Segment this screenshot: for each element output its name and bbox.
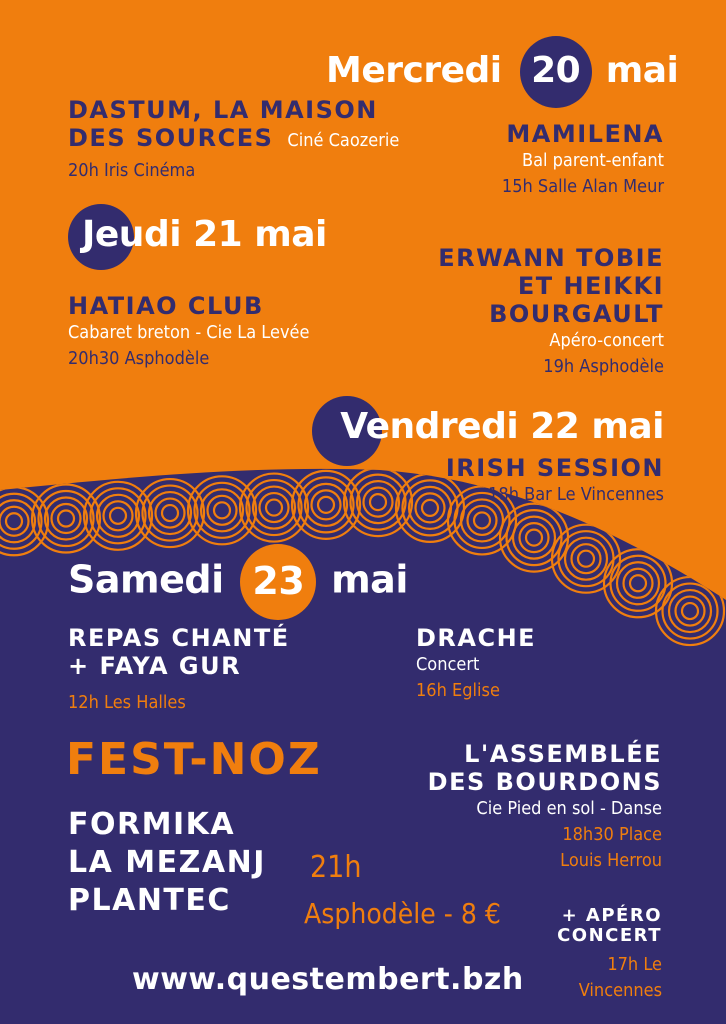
- event-time-place: 20h30 Asphodèle: [68, 348, 210, 369]
- event-hatiao: [68, 292, 310, 372]
- band-name: LA MEZANJ: [68, 845, 266, 880]
- fest-noz-place-price: Asphodèle - 8 €: [304, 897, 501, 930]
- day-number-circle: 23: [240, 544, 316, 620]
- day-name: Mercredi: [326, 50, 502, 91]
- event-title: DRACHE: [416, 624, 537, 652]
- fest-noz-time: 21h: [310, 850, 362, 885]
- event-time-place: 18h Bar Le Vincennes: [488, 484, 664, 505]
- event-time-place: 20h Iris Cinéma: [68, 160, 196, 181]
- day-number-circle: 20: [520, 36, 592, 108]
- event-irish-session: [446, 454, 664, 508]
- event-desc: Bal parent-enfant: [521, 150, 664, 171]
- event-time-place: 19h Asphodèle: [543, 356, 664, 377]
- event-drache: [416, 624, 536, 704]
- event-erwann-tobie: ERWANN TOBIE ET HEIKKI BOURGAULT Apéro-concert 19h Asphodèle: [438, 244, 664, 380]
- event-time-place: 16h Eglise: [416, 680, 500, 701]
- day-heading-friday: Vendredi 22 mai: [340, 406, 664, 447]
- event-mamilena: [502, 120, 664, 200]
- event-title: MAMILENA: [506, 120, 664, 148]
- day-month: mai: [331, 557, 408, 602]
- fest-noz-title: FEST-NOZ: [66, 734, 322, 785]
- event-title: IRISH SESSION: [445, 454, 664, 482]
- day-heading-saturday: [68, 544, 408, 620]
- event-repas-chante: REPAS CHANTÉ + FAYA GUR 12h Les Halles: [68, 624, 290, 716]
- event-assemblee-bourdons: L'ASSEMBLÉE DES BOURDONS Cie Pied en sol - Danse 18h30 Place Louis Herrou: [427, 740, 662, 871]
- event-desc: Concert: [416, 654, 480, 675]
- band-name: PLANTEC: [68, 883, 231, 918]
- event-time-place: 12h Les Halles: [68, 692, 186, 713]
- band-name: FORMIKA: [68, 807, 236, 842]
- fest-noz-bands: [68, 806, 266, 920]
- day-month: mai: [605, 50, 679, 91]
- event-title: HATIAO CLUB: [68, 292, 264, 320]
- event-desc: Cie Pied en sol - Danse: [476, 798, 662, 819]
- event-time-place: 15h Salle Alan Meur: [501, 176, 664, 197]
- event-desc: Cabaret breton - Cie La Levée: [68, 322, 310, 343]
- day-name: Samedi: [68, 557, 224, 602]
- event-title-dastum: DASTUM, LA MAISON DES SOURCES Ciné Caozerie: [68, 96, 400, 152]
- event-tag: Ciné Caozerie: [287, 130, 400, 151]
- event-desc: Apéro-concert: [549, 330, 664, 351]
- day-heading-thursday: Jeudi 21 mai: [82, 214, 327, 255]
- website-link[interactable]: www.questembert.bzh: [132, 962, 524, 997]
- event-apero-concert: + APÉRO CONCERT 17h Le Vincennes: [557, 905, 662, 1001]
